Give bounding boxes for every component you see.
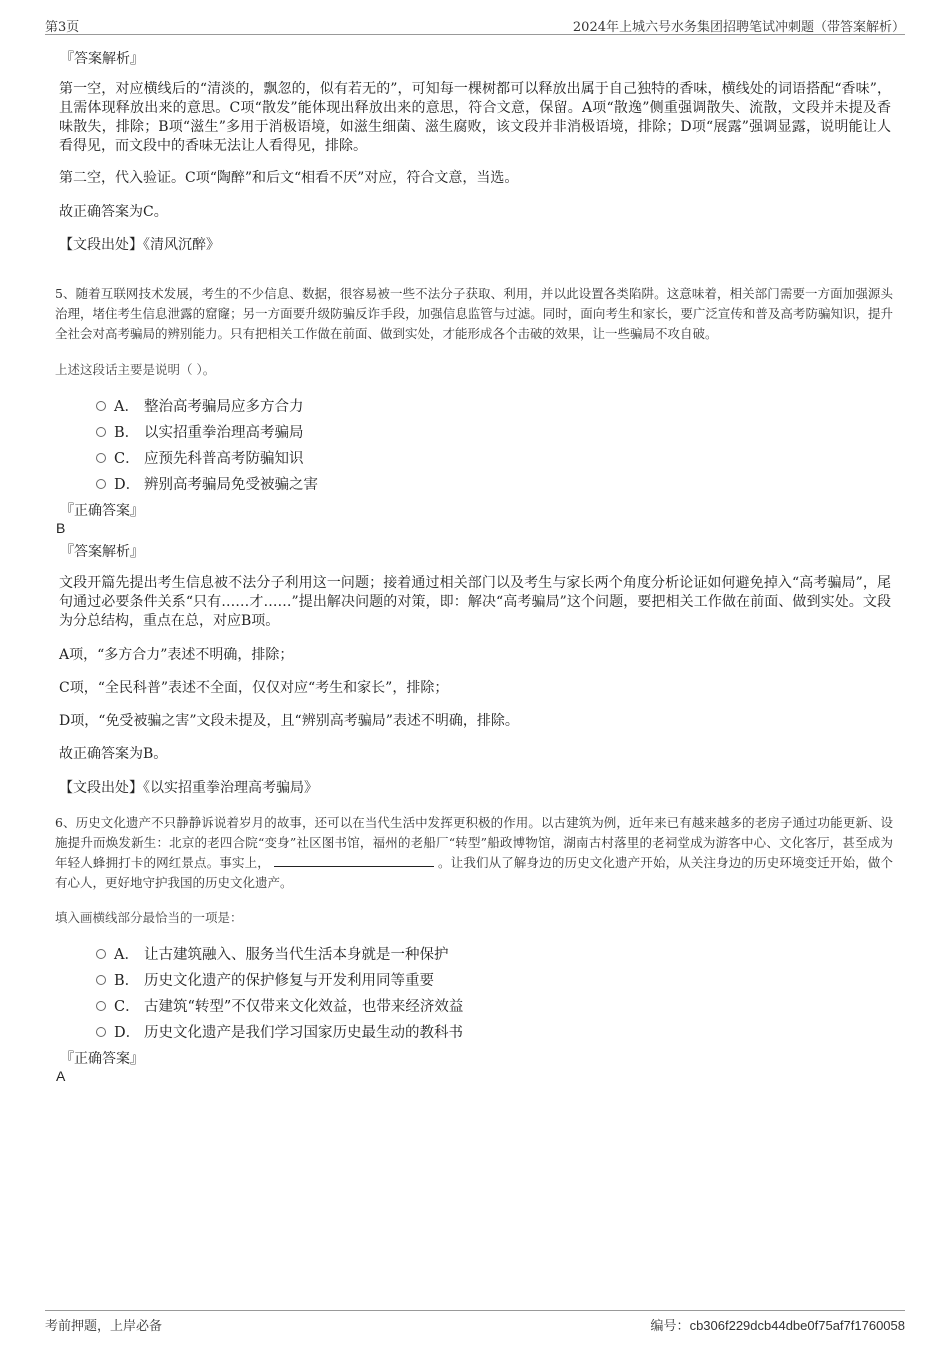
page-number: 第3页 [45, 20, 80, 35]
analysis-paragraph: C项，“全民科普”表述不全面，仅仅对应“考生和家长”，排除； [59, 680, 449, 696]
question-prompt: 填入画横线部分最恰当的一项是： [55, 910, 243, 925]
correct-answer: B [56, 520, 66, 536]
analysis-paragraph: 第一空，对应横线后的“清淡的，飘忽的，似有若无的”，可知每一棵树都可以释放出属于自己独特的香味，横线处的词语搭配“香味”，且需体现释放出来的意思。C项“散发”能体现出释放出来的意思，符合文意，保留。A项“散逸”侧重强调散失、流散，文段并未提及香味散失，排除；B项“滋生”多用于消极语境，如滋生细菌、滋生腐败，该文段并非消极语境，排除；D项“展露”强调显露，说明能让人看得见，而文段中的香味无法让人看得见，排除。 [59, 81, 891, 154]
analysis-paragraph: D项，“免受被骗之害”文段未提及，且“辨别高考骗局”表述不明确，排除。 [59, 713, 519, 729]
radio-icon[interactable] [96, 427, 106, 437]
document-id: 编号：cb306f229dcb44dbe0f75af7f1760058 [650, 1318, 905, 1334]
radio-icon[interactable] [96, 1001, 106, 1011]
radio-icon[interactable] [96, 1027, 106, 1037]
analysis-conclusion: 故正确答案为C。 [59, 204, 168, 220]
page-header [45, 14, 905, 35]
analysis-conclusion: 故正确答案为B。 [59, 746, 168, 762]
page-footer [45, 1310, 905, 1333]
analysis-paragraph: A项，“多方合力”表述不明确，排除； [59, 647, 294, 663]
question-prompt: 上述这段话主要是说明（ ）。 [55, 362, 216, 377]
radio-icon[interactable] [96, 949, 106, 959]
correct-answer: A [56, 1068, 66, 1084]
radio-icon[interactable] [96, 401, 106, 411]
source-citation: 【文段出处】《以实招重拳治理高考骗局》 [59, 780, 318, 796]
radio-icon[interactable] [96, 453, 106, 463]
correct-answer-label: 『正确答案』 [60, 503, 144, 519]
correct-answer-label: 『正确答案』 [60, 1051, 144, 1067]
question-stem: 6、历史文化遗产不只静静诉说着岁月的故事，还可以在当代生活中发挥更积极的作用。以古建筑为例，近年来已有越来越多的老房子通过功能更新、设施提升而焕发新生：北京的老四合院“变身”社区图书馆，福州的老船厂“转型”船政博物馆，湖南古村落里的老祠堂成为游客中心、文化客厅，甚至成为年轻人蜂拥打卡的网红景点。事实上， 。让我们从了解身边的历史文化遗产开始，从关注身边的历史环境变迁开始，做个有心人，更好地守护我国的历史文化遗产。 [55, 815, 893, 890]
footer-slogan: 考前押题，上岸必备 [45, 1319, 163, 1334]
answer-analysis-label: 『答案解析』 [60, 51, 144, 67]
fill-in-blank [274, 854, 434, 867]
radio-icon[interactable] [96, 479, 106, 489]
source-citation: 【文段出处】《清风沉醉》 [59, 237, 220, 253]
radio-icon[interactable] [96, 975, 106, 985]
analysis-paragraph: 文段开篇先提出考生信息被不法分子利用这一问题；接着通过相关部门以及考生与家长两个角度分析论证如何避免掉入“高考骗局”，尾句通过必要条件关系“只有……才……”提出解决问题的对策，即：解决“高考骗局”这个问题，要把相关工作做在前面、做到实处。文段为分总结构，重点在总，对应B项。 [59, 575, 891, 629]
question-stem: 5、随着互联网技术发展，考生的不少信息、数据，很容易被一些不法分子获取、利用，并以此设置各类陷阱。这意味着，相关部门需要一方面加强源头治理，堵住考生信息泄露的窟窿；另一方面要升级防骗反诈手段，加强信息监管与过滤。同时，面向考生和家长，要广泛宣传和普及高考防骗知识，提升全社会对高考骗局的辨别能力。只有把相关工作做在前面、做到实处，才能形成各个击破的效果，让一些骗局不攻自破。 [55, 286, 893, 341]
document-title: 2024年上城六号水务集团招聘笔试冲刺题（带答案解析） [572, 20, 905, 35]
analysis-paragraph: 第二空，代入验证。C项“陶醉”和后文“相看不厌”对应，符合文意，当选。 [59, 170, 519, 186]
answer-analysis-label: 『答案解析』 [60, 544, 144, 560]
